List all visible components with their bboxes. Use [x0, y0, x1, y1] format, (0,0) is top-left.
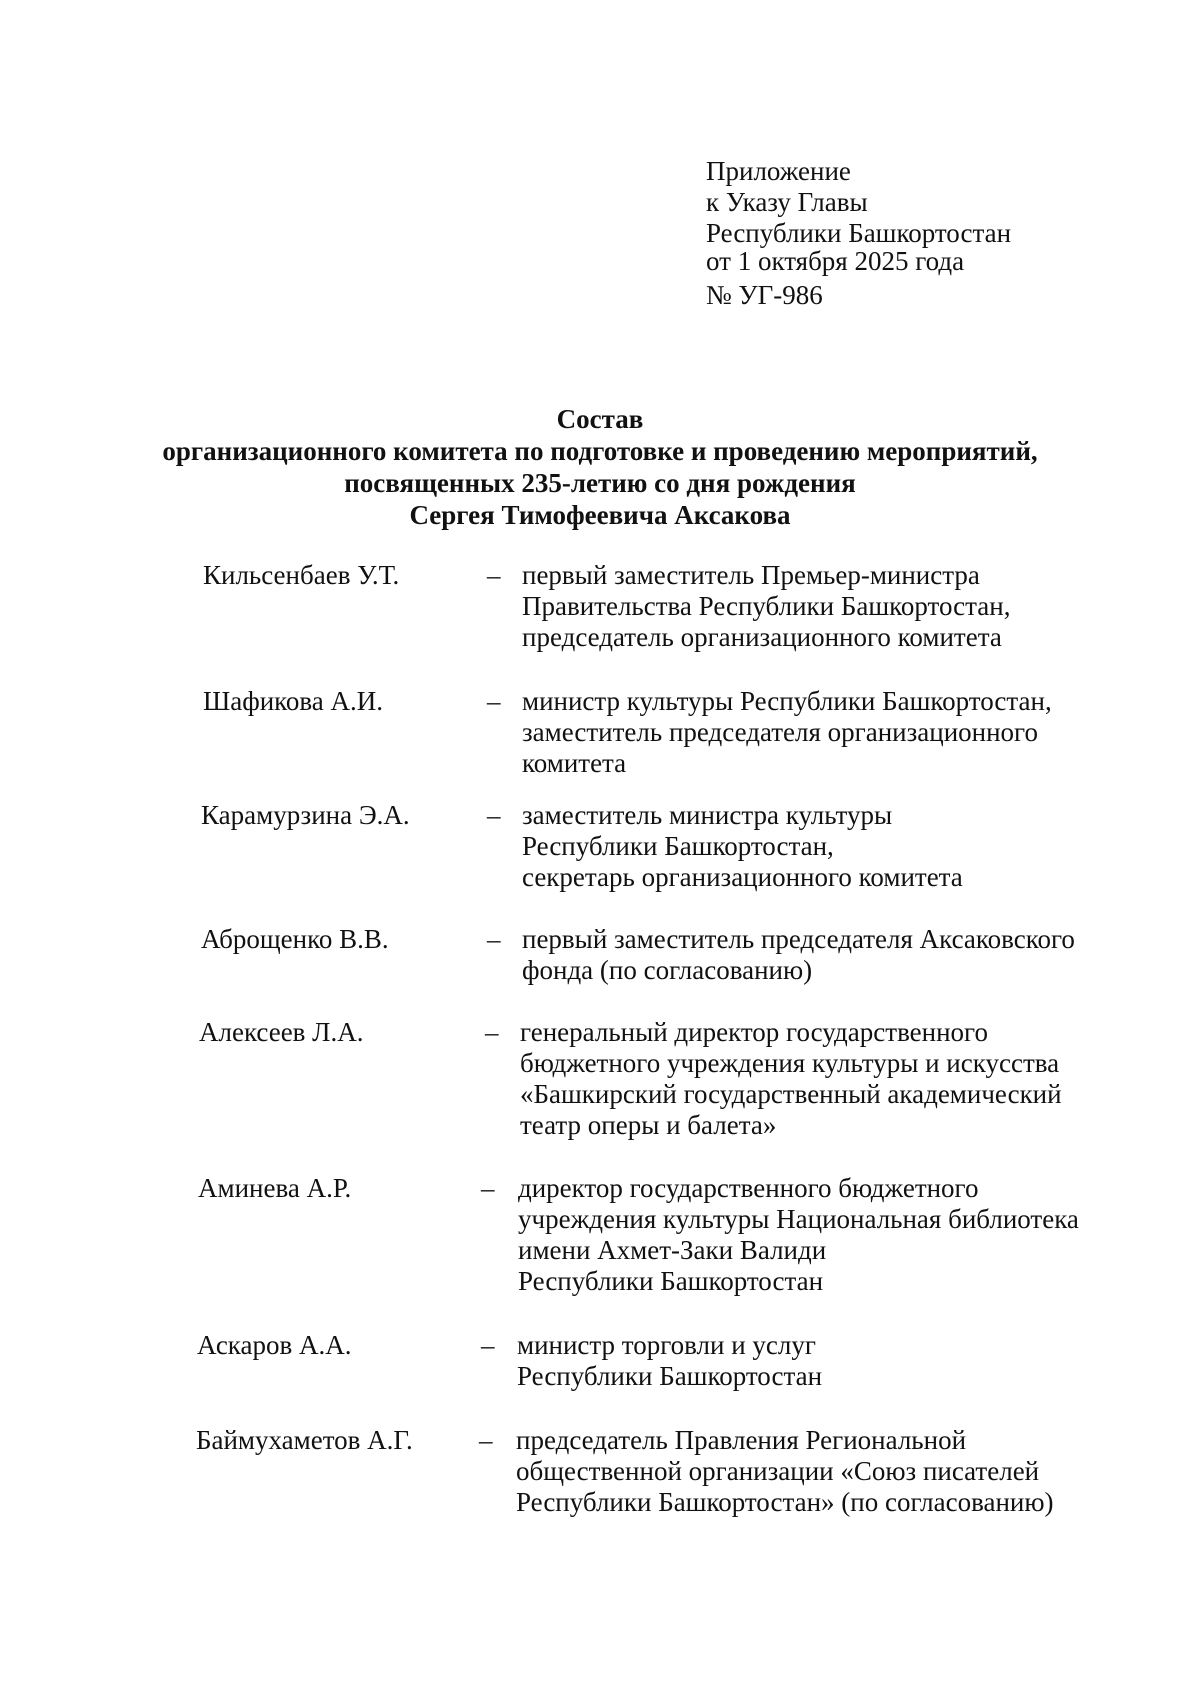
member-name: Шафикова А.И. — [203, 686, 384, 716]
member-name: Карамурзина Э.А. — [201, 800, 410, 830]
role-line: Республики Башкортостан» (по согласованию) — [516, 1487, 1054, 1517]
role-line: заместитель министра культуры — [522, 800, 893, 830]
role-line: министр культуры Республики Башкортостан, — [522, 686, 1052, 716]
dash-separator: – — [487, 686, 501, 716]
role-line: секретарь организационного комитета — [522, 862, 963, 892]
member-entry — [0, 560, 1200, 700]
member-role — [522, 560, 1142, 653]
role-line: министр торговли и услуг — [517, 1330, 816, 1360]
member-role — [522, 686, 1142, 779]
annex-line: к Указу Главы — [706, 187, 868, 217]
document-title — [150, 403, 1050, 531]
dash-separator: – — [479, 1425, 493, 1455]
role-line: генеральный директор государственного — [520, 1017, 988, 1047]
annex-line: Республики Башкортостан — [706, 218, 1012, 248]
member-name: Аминева А.Р. — [198, 1173, 352, 1203]
role-line: Республики Башкортостан, — [522, 831, 834, 861]
role-line: первый заместитель Премьер-министра — [522, 560, 980, 590]
dash-separator: – — [485, 1017, 499, 1047]
role-line: комитета — [522, 748, 627, 778]
role-line: «Башкирский государственный академический — [520, 1079, 1062, 1109]
member-role — [522, 924, 1142, 986]
dash-separator: – — [487, 924, 501, 954]
role-line: бюджетного учреждения культуры и искусства — [520, 1048, 1060, 1078]
dash-separator: – — [481, 1330, 495, 1360]
dash-separator: – — [487, 560, 501, 590]
member-role — [520, 1017, 1140, 1141]
role-line: общественной организации «Союз писателей — [516, 1456, 1040, 1486]
member-role — [522, 800, 1142, 893]
member-role — [516, 1425, 1136, 1518]
annex-line: Приложение — [706, 156, 851, 186]
role-line: первый заместитель председателя Аксаковского — [522, 924, 1075, 954]
member-entry — [0, 1173, 1200, 1313]
role-line: директор государственного бюджетного — [518, 1173, 979, 1203]
role-line: председатель Правления Региональной — [516, 1425, 967, 1455]
dash-separator: – — [487, 800, 501, 830]
role-line: Правительства Республики Башкортостан, — [522, 591, 1011, 621]
role-line: имени Ахмет-Заки Валиди — [518, 1235, 827, 1265]
annex-line: № УГ-986 — [706, 280, 823, 310]
annex-header — [706, 156, 1146, 311]
member-entry — [0, 1017, 1200, 1157]
member-role — [518, 1173, 1138, 1297]
role-line: Республики Башкортостан — [518, 1266, 824, 1296]
annex-line: от 1 октября 2025 года — [706, 246, 965, 276]
title-line: Состав — [556, 404, 644, 434]
title-line: Сергея Тимофеевича Аксакова — [409, 500, 791, 530]
role-line: Республики Башкортостан — [517, 1361, 823, 1391]
role-line: заместитель председателя организационного — [522, 717, 1038, 747]
member-name: Алексеев Л.А. — [199, 1017, 364, 1047]
member-role — [517, 1330, 1137, 1392]
title-line: посвященных 235-летию со дня рождения — [344, 468, 856, 498]
title-line: организационного комитета по подготовке и проведению мероприятий, — [162, 436, 1038, 466]
role-line: театр оперы и балета» — [520, 1110, 777, 1140]
member-name: Аброщенко В.В. — [201, 924, 389, 954]
role-line: фонда (по согласованию) — [522, 955, 813, 985]
member-name: Баймухаметов А.Г. — [196, 1425, 413, 1455]
role-line: председатель организационного комитета — [522, 622, 1002, 652]
member-entry — [0, 800, 1200, 940]
member-name: Кильсенбаев У.Т. — [203, 560, 400, 590]
dash-separator: – — [481, 1173, 495, 1203]
member-entry — [0, 1425, 1200, 1565]
member-name: Аскаров А.А. — [197, 1330, 352, 1360]
role-line: учреждения культуры Национальная библиотека — [518, 1204, 1079, 1234]
